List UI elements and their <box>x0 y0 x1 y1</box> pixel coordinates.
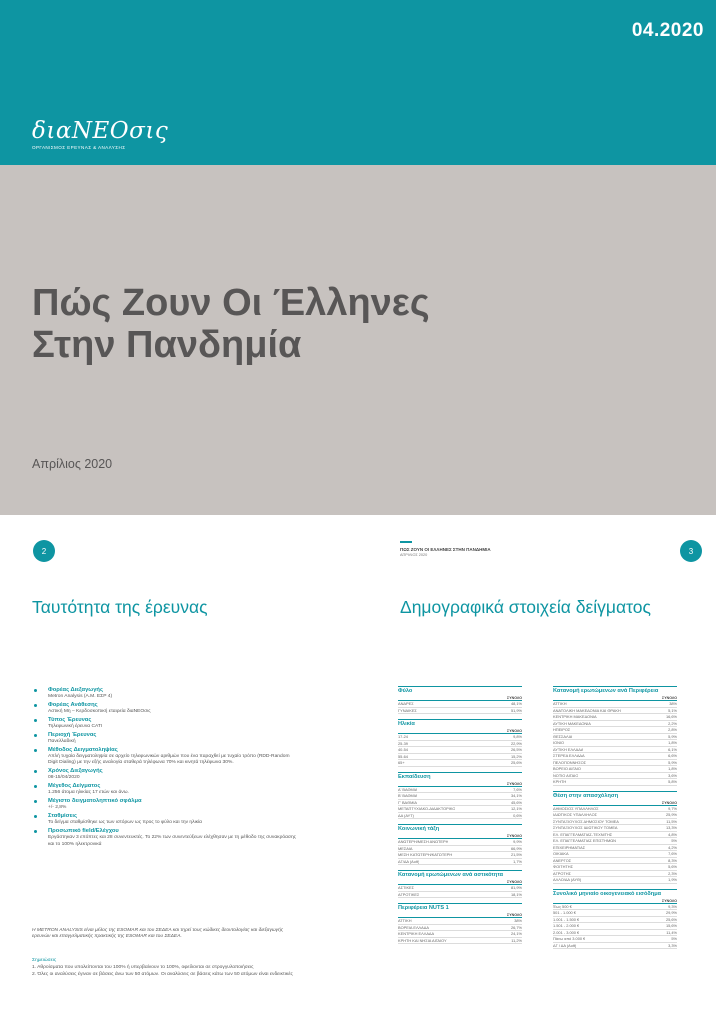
demographic-table <box>553 889 677 950</box>
table-row-label: 65+ <box>398 760 405 765</box>
table-row-label: ΚΕΝΤΡΙΚΗ ΜΑΚΕΔΟΝΙΑ <box>553 714 597 719</box>
running-date: ΑΠΡΙΛΙΟΣ 2020 <box>400 553 428 557</box>
table-row-label: ΣΤΕΡΕΑ ΕΛΛΑΔΑ <box>553 753 585 758</box>
table-row-value: 0,6% <box>513 812 522 818</box>
bullet-dot <box>34 734 37 737</box>
table-row-label: ΓΥΝΑΙΚΕΣ <box>398 707 417 713</box>
table-row-value: 34,1% <box>510 793 522 798</box>
table-row-label: 1.501 - 2.000 € <box>553 923 580 928</box>
table-row-label: ΙΔΙΩΤΙΚΟΣ ΥΠΑΛΛΗΛΟΣ <box>553 812 597 817</box>
table-row-label: ΣΥΝΤΑΞΙΟΥΧΟΣ ΙΔΙΩΤΙΚΟΥ ΤΟΜΕΑ <box>553 825 618 830</box>
survey-fact-value: +/- 2,8% <box>48 805 67 811</box>
survey-fact-label: Φορέας Ανάθεσης <box>48 702 98 708</box>
survey-fact-value: Τηλεφωνική έρευνα CATI <box>48 724 103 729</box>
table-row-label: ΗΠΕΙΡΟΣ <box>553 727 571 732</box>
bullet-dot <box>34 800 37 803</box>
table-row-label: ΑΤΤΙΚΗ <box>553 701 567 706</box>
demographic-table <box>398 686 522 714</box>
table-row-label: ΑΝΩΤΕΡΗ/ΜΕΣΗ ΑΝΩΤΕΡΗ <box>398 839 449 844</box>
table-header <box>398 870 522 879</box>
table-row-label: ΣΥΝΤΑΞΙΟΥΧΟΣ ΔΗΜΟΣΙΟΥ ΤΟΜΕΑ <box>553 818 619 824</box>
table-row-label: Έως 500 € <box>553 903 572 909</box>
table-row-label: ΙΟΝΙΟ <box>553 740 565 745</box>
table-column-label: ΣΥΝΟΛΟ <box>553 800 677 806</box>
table-title: Εκπαίδευση <box>398 773 431 780</box>
table-column-label: ΣΥΝΟΛΟ <box>553 898 677 904</box>
table-row-value: 2,2% <box>668 720 677 726</box>
survey-fact-label: Φορέας Διεξαγωγής <box>48 687 103 693</box>
cover-date: 04.2020 <box>631 20 704 41</box>
table-row-label: 2.001 - 3.000 € <box>553 929 580 935</box>
table-row-value: 2,8% <box>668 727 677 732</box>
demographic-table <box>398 903 522 944</box>
table-header <box>398 686 522 695</box>
table-row-label: ΦΟΙΤΗΤΗΣ <box>553 864 573 869</box>
table-row-label: ΔΗΜΟΣΙΟΣ ΥΠΑΛΛΗΛΟΣ <box>553 805 599 811</box>
table-header <box>398 903 522 912</box>
logo-wordmark: διαΝΕΟσις <box>32 118 169 144</box>
table-row-label: ΑΓΡΟΤΗΣ <box>553 870 571 876</box>
table-row-value: 5,8% <box>668 779 677 784</box>
survey-fact-item <box>48 687 298 700</box>
table-row-value: 18,1% <box>510 891 522 897</box>
table-row-value: 24,1% <box>510 931 522 936</box>
table-row-value: 9,3% <box>668 903 677 909</box>
table-row-label: Β' ΒΑΘΜΙΑ <box>398 793 418 798</box>
table-row-value: 11,5% <box>666 818 677 824</box>
table-row-value: 16,6% <box>665 714 677 719</box>
notes-block <box>32 958 302 978</box>
bullet-dot <box>34 770 37 773</box>
note-item: 1. Αθροίσματα που υπολείπονται του 100% ή υπερβαίνουν το 100%, οφείλονται σε στρογγυλοποιήσεις <box>32 965 254 971</box>
table-header <box>398 772 522 781</box>
table-row-label: 55-64 <box>398 753 408 759</box>
survey-fact-item <box>48 702 298 715</box>
running-header <box>400 541 491 557</box>
note-item: 2. Όλες οι αναλύσεις έγιναν σε βάσεις άνω των 50 ατόμων. Οι αναλύσεις σε βάσεις κάτω των 50 ατόμων είναι ενδεικτικές <box>32 971 293 977</box>
bullet-dot <box>34 830 37 833</box>
table-title: Κοινωνική τάξη <box>398 826 440 832</box>
table-row-label: ΑΝΔΡΕΣ <box>398 701 414 706</box>
demographics-column-right <box>553 686 677 954</box>
table-row-label: ΑΓΡΟΤΙΚΕΣ <box>398 891 420 897</box>
table-column-label: ΣΥΝΟΛΟ <box>398 879 522 885</box>
table-row-label: ΑΛΛΟ/ΔΑ (ΑΥΘ) <box>553 877 582 882</box>
table-header <box>553 686 677 695</box>
table-row-value: 45,6% <box>510 799 522 805</box>
page-3 <box>358 515 716 1024</box>
survey-fact-label: Σταθμίσεις <box>48 813 78 820</box>
table-row-label: ΚΕΝΤΡΙΚΗ ΕΛΛΑΔΑ <box>398 931 435 936</box>
table-row-value: 1,8% <box>668 766 677 771</box>
table-row-value: 1,9% <box>668 877 677 882</box>
table-row-value: 26,7% <box>510 924 522 930</box>
table-row-value: 21,5% <box>510 852 522 857</box>
table-row-value: 6,6% <box>668 753 677 758</box>
cover-header-band <box>0 0 716 165</box>
table-row-label: ΔΥΤΙΚΗ ΕΛΛΑΔΑ <box>553 746 584 752</box>
table-row <box>553 877 677 884</box>
table-row-label: ΑΣΤΙΚΕΣ <box>398 885 415 890</box>
page-3-title: Δημογραφικά στοιχεία δείγματος <box>400 597 651 617</box>
table-row-label: Α' ΒΑΘΜΙΑ <box>398 786 418 792</box>
table-column-label: ΣΥΝΟΛΟ <box>398 695 522 701</box>
cover-title <box>32 282 430 366</box>
demographic-table <box>553 686 677 786</box>
table-row-label: Πάνω από 3.000 € <box>553 936 586 941</box>
table-row-label: ΔΓ / ΔΑ (Αυθ) <box>553 942 577 948</box>
survey-fact-value: 08-15/04/2020 <box>48 775 80 781</box>
table-header <box>398 824 522 833</box>
table-row-label: ΔΑ (ΑΥΤ) <box>398 812 414 818</box>
table-header <box>553 791 677 800</box>
survey-facts-list <box>48 687 298 850</box>
survey-fact-label: Μέθοδος Δειγματοληψίας <box>48 747 118 753</box>
survey-fact-label: Περιοχή Έρευνας <box>48 732 97 738</box>
table-row-value: 22,9% <box>510 740 522 746</box>
table-row-value: 3,3% <box>668 942 677 948</box>
table-row-value: 11,4% <box>666 929 677 935</box>
table-row <box>398 708 522 715</box>
table-row-label: Γ' ΒΑΘΜΙΑ <box>398 799 418 805</box>
table-row-value: 9,8% <box>513 734 522 739</box>
table-column-label: ΣΥΝΟΛΟ <box>398 833 522 839</box>
table-row-label: ΜΕΤΑΠΤΥΧΙΑΚΟ-ΔΙΔΑΚΤΟΡΙΚΟ <box>398 806 456 811</box>
table-row-value: 51,9% <box>510 707 522 713</box>
survey-fact-label: Χρόνος Διεξαγωγής <box>48 768 103 775</box>
table-row-value: 5% <box>671 838 677 843</box>
table-row-label: ΕΛ. ΕΠΑΓΓΕΛΜΑΤΙΑΣ ΕΠΙΣΤΗΜΩΝ <box>553 838 616 843</box>
table-row-value: 13,3% <box>665 825 677 830</box>
bullet-dot <box>34 749 37 752</box>
table-row-value: 5% <box>671 936 677 941</box>
running-title: ΠΩΣ ΖΟΥΝ ΟΙ ΕΛΛΗΝΕΣ ΣΤΗΝ ΠΑΝΔΗΜΙΑ <box>400 547 491 552</box>
table-row <box>398 892 522 899</box>
page-2 <box>0 515 358 1024</box>
bullet-dot <box>34 815 37 818</box>
table-row-label: ΠΕΛΟΠΟΝΝΗΣΟΣ <box>553 759 587 765</box>
table-row-value: 4,8% <box>668 831 677 837</box>
survey-fact-item <box>48 813 298 826</box>
table-row-value: 6,1% <box>668 746 677 752</box>
cover-title-band <box>0 165 716 515</box>
table-row-value: 15,2% <box>510 753 522 759</box>
table-row-value: 9,9% <box>513 839 522 844</box>
survey-fact-value: Metron Analysis (Α.Μ. ΕΣΡ 4) <box>48 694 113 699</box>
page-number-badge: 2 <box>33 540 55 562</box>
table-row-value: 11,2% <box>511 937 522 943</box>
table-row-value: 15,6% <box>665 923 677 928</box>
survey-fact-label: Μέγιστο δειγματοληπτικό σφάλμα <box>48 798 142 805</box>
table-row-label: 17-24 <box>398 734 408 739</box>
demographic-table <box>398 870 522 898</box>
table-row-label: ΟΙΚΙΑΚΑ <box>553 851 569 856</box>
table-row-label: ΜΕΣΗ ΚΑΤΩΤΕΡΗ/ΚΑΤΩΤΕΡΗ <box>398 852 453 857</box>
table-row-value: 25,6% <box>510 760 522 765</box>
survey-fact-item <box>48 732 298 745</box>
table-column-label: ΣΥΝΟΛΟ <box>553 695 677 701</box>
table-row <box>553 943 677 950</box>
bullet-dot <box>34 689 37 692</box>
survey-fact-value: Απλή τυχαία δειγματοληψία σε αρχείο τηλεφωνικών αριθμών που ένα παραχθεί με τυχαίο τρόπο (RDD-Random Digit Dialing) με την εξής αναλογία σταθερά τηλέφωνα 70% και κινητά τηλέφωνα 30%. <box>48 754 290 766</box>
demographic-table <box>398 719 522 767</box>
bullet-dot <box>34 785 37 788</box>
survey-fact-item <box>48 747 298 767</box>
table-row-label: 25-39 <box>398 740 408 746</box>
running-header-rule <box>400 541 412 543</box>
table-row-label: ΝΟΤΙΟ ΑΙΓΑΙΟ <box>553 772 579 778</box>
table-row <box>398 760 522 767</box>
table-row <box>553 779 677 786</box>
table-row-value: 7,6% <box>668 851 677 856</box>
table-row-value: 4,2% <box>668 844 677 850</box>
cover-title-line-1: Πώς Ζουν Οι Έλληνες <box>32 282 430 324</box>
table-row-value: 5,9% <box>668 733 677 739</box>
table-title: Συνολικό μηνιαίο οικογενειακό εισόδημα <box>553 890 662 897</box>
survey-fact-value: Αστική Μη – Κερδοσκοπική εταιρεία διαΝΕΟσις <box>48 709 151 714</box>
page-2-title: Ταυτότητα της έρευνας <box>32 597 208 617</box>
survey-fact-label: Μέγεθος Δείγματος <box>48 783 101 790</box>
table-column-label: ΣΥΝΟΛΟ <box>398 912 522 918</box>
demographic-table <box>398 824 522 865</box>
table-row-label: ΔΥΤΙΚΗ ΜΑΚΕΔΟΝΙΑ <box>553 720 591 726</box>
survey-fact-label: Προσωπικό field/Ελέγχου <box>48 828 119 835</box>
page-number-badge: 3 <box>680 540 702 562</box>
table-row-label: 40-54 <box>398 747 408 752</box>
table-row-value: 26,5% <box>510 747 522 752</box>
table-column-label: ΣΥΝΟΛΟ <box>398 781 522 787</box>
table-row-value: 1,8% <box>668 740 677 745</box>
table-row-value: 3,6% <box>668 772 677 778</box>
table-header <box>398 719 522 728</box>
table-header <box>553 889 677 898</box>
notes-heading: Σημειώσεις <box>32 958 57 963</box>
table-row-label: ΑΝΕΡΓΟΣ <box>553 857 572 863</box>
demographic-table <box>553 791 677 884</box>
table-row-label: ΘΕΣΣΑΛΙΑ <box>553 733 573 739</box>
table-row-value: 38% <box>514 918 522 923</box>
table-row-label: ΚΡΗΤΗ <box>553 779 567 784</box>
survey-fact-value: Πανελλαδική <box>48 739 76 744</box>
table-row-label: ΒΟΡΕΙΑ ΕΛΛΑΔΑ <box>398 924 429 930</box>
table-row-value: 1,7% <box>513 858 522 864</box>
table-row-value: 81,9% <box>510 885 522 890</box>
metron-note: Η METRON ANALYSIS είναι μέλος της ESOMAR και του ΣΕΔΕΑ και τηρεί τους κώδικες δεοντολογίας και διεξαγωγής ερευνών και επαγγελματικής πρακτικής της ESOMAR και του ΣΕΔΕΑ. <box>32 928 284 940</box>
table-title: Κατανομή ερωτώμενων ανά αστικότητα <box>398 872 504 878</box>
table-row-label: 1.001 - 1.500 € <box>553 916 580 922</box>
table-row-value: 25,6% <box>665 916 677 922</box>
bullet-dot <box>34 719 37 722</box>
table-row-value: 9,7% <box>668 805 677 811</box>
table-row-value: 12,1% <box>510 806 522 811</box>
table-title: Περιφέρεια NUTS 1 <box>398 905 449 911</box>
survey-fact-item <box>48 768 298 781</box>
table-title: Θέση στην απασχόληση <box>553 792 619 799</box>
table-row-label: 501 - 1.000 € <box>553 910 576 915</box>
table-row-value: 5,1% <box>668 707 677 713</box>
table-row-value: 8,3% <box>668 857 677 863</box>
table-row-label: ΒΟΡΕΙΟ ΑΙΓΑΙΟ <box>553 766 581 771</box>
table-title: Φύλο <box>398 688 413 694</box>
logo-tagline: ΟΡΓΑΝΙΣΜΟΣ ΕΡΕΥΝΑΣ & ΑΝΑΛΥΣΗΣ <box>32 145 126 150</box>
cover-subtitle: Απρίλιος 2020 <box>32 457 113 471</box>
table-row-value: 66,9% <box>510 845 522 851</box>
table-row-label: ΑΝΑΤΟΛΙΚΗ ΜΑΚΕΔΟΝΙΑ ΚΑΙ ΘΡΑΚΗ <box>553 707 621 713</box>
table-title: Ηλικία <box>398 721 415 727</box>
survey-fact-item <box>48 828 298 848</box>
table-title: Κατανομή ερωτώμενων ανά Περιφέρεια <box>553 688 659 694</box>
notes-list <box>32 965 302 978</box>
table-row-value: 48,1% <box>510 701 522 706</box>
table-row-label: ΔΓ/ΔΑ (Αυθ) <box>398 858 420 864</box>
table-row <box>398 813 522 820</box>
survey-fact-item <box>48 783 298 796</box>
table-row <box>398 938 522 945</box>
table-row-label: ΑΤΤΙΚΗ <box>398 918 412 923</box>
survey-fact-value: 1.256 άτομα ηλικίας 17 ετών και άνω. <box>48 790 129 796</box>
table-row-value: 29,9% <box>665 910 677 915</box>
table-row-value: 7,6% <box>513 786 522 792</box>
table-column-label: ΣΥΝΟΛΟ <box>398 728 522 734</box>
table-row-label: ΕΛ. ΕΠΑΓΓΕΛΜΑΤΙΑΣ-ΤΕΧΝΙΤΗΣ <box>553 831 613 837</box>
table-row <box>398 859 522 866</box>
demographic-table <box>398 772 522 820</box>
table-row-value: 2,3% <box>668 870 677 876</box>
survey-fact-value: Το δείγμα σταθμίσθηκε ως των ιστόρων ως προς το φύλο και την ηλικία <box>48 820 203 826</box>
survey-fact-label: Τύπος Έρευνας <box>48 717 92 723</box>
demographics-column-left <box>398 686 522 949</box>
survey-fact-value: Εργάστηκαν 3 επόπτες και 28 συνεντευκτές. Το 22% των συνεντεύξεων ελέχθησαν με τη μέθοδο της συνακρόασης και το 100% ηλεκτρονικά <box>48 835 297 847</box>
survey-fact-item <box>48 717 298 730</box>
table-row-value: 25,9% <box>665 812 677 817</box>
table-row-label: ΜΕΣΑΙΑ <box>398 845 413 851</box>
table-row-value: 5,9% <box>668 759 677 765</box>
table-row-label: ΕΠΙΧΕΙΡΗΜΑΤΙΑΣ <box>553 844 586 850</box>
dianeosis-logo <box>32 120 168 150</box>
survey-fact-item <box>48 798 298 811</box>
bullet-dot <box>34 704 37 707</box>
cover-title-line-2: Στην Πανδημία <box>32 324 302 366</box>
table-row-value: 5,6% <box>668 864 677 869</box>
table-row-value: 38% <box>669 701 677 706</box>
table-row-label: ΚΡΗΤΗ ΚΑΙ ΝΗΣΙΑ ΑΙΓΑΙΟΥ <box>398 937 447 943</box>
